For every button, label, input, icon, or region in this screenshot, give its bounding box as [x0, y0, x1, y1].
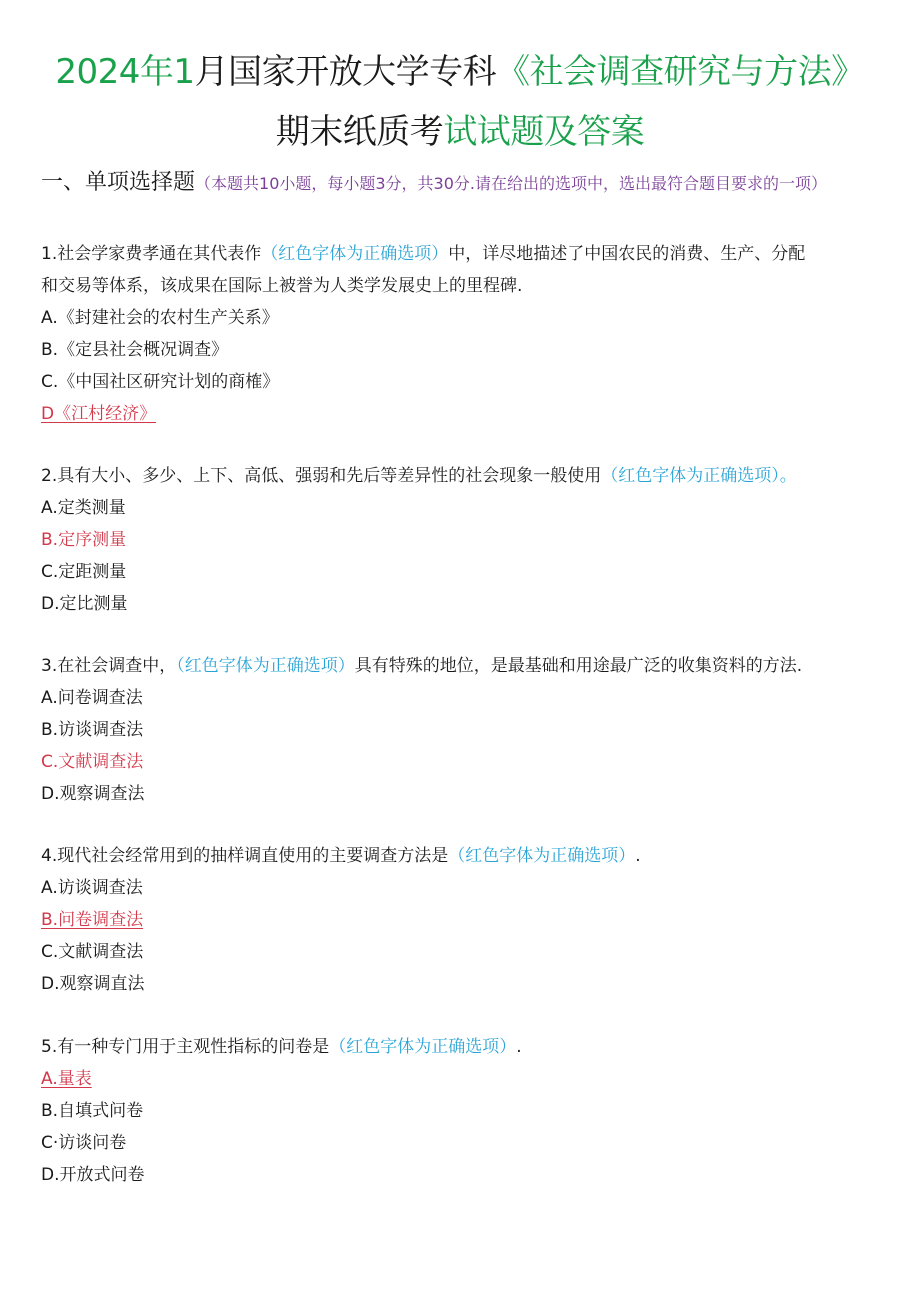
question-3 [41, 650, 891, 810]
title-exam-type: 期末纸质考 [275, 112, 444, 152]
section-heading: 一、单项选择题 [41, 170, 196, 195]
title-course-name: 《社会调查研究与方法》 [496, 52, 865, 92]
document-title-line2 [0, 110, 920, 154]
option-d: D.观察调直法 [41, 974, 145, 994]
option-a: A.问卷调查法 [41, 688, 143, 708]
question-2 [41, 460, 891, 620]
question-stem: 4.现代社会经常用到的抽样调直使用的主要调查方法是（红色字体为正确选项）. [41, 846, 641, 866]
answer-hint: （红色字体为正确选项）。 [601, 466, 797, 486]
answer-hint: （红色字体为正确选项） [261, 244, 449, 264]
option-b-correct: B.定序测量 [41, 530, 127, 550]
option-d: D.观察调查法 [41, 784, 145, 804]
option-b: B.《定县社会概况调查》 [41, 340, 229, 360]
option-c-correct: C.文献调查法 [41, 752, 144, 772]
option-a: A.访谈调查法 [41, 878, 143, 898]
option-c: C.定距测量 [41, 562, 127, 582]
option-a: A.《封建社会的农村生产关系》 [41, 308, 279, 328]
title-year: 2024年1 [55, 52, 195, 92]
question-4 [41, 840, 891, 1000]
question-stem: 2.具有大小、多少、上下、高低、强弱和先后等差异性的社会现象一般使用（红色字体为正确选项）。 [41, 466, 797, 486]
section-header [41, 166, 886, 201]
title-suffix: 试试题及答案 [443, 112, 645, 152]
question-stem: 5.有一种专门用于主观性指标的问卷是（红色字体为正确选项）. [41, 1037, 522, 1057]
option-b-correct: B.问卷调查法 [41, 910, 144, 930]
answer-hint: （红色字体为正确选项） [329, 1037, 517, 1057]
question-stem: 3.在社会调查中，（红色字体为正确选项）具有特殊的地位，是最基础和用途最广泛的收集资料的方法. [41, 656, 803, 676]
option-b: B.自填式问卷 [41, 1101, 144, 1121]
document-title-line1 [0, 50, 920, 94]
option-c: C.《中国社区研究计划的商榷》 [41, 372, 280, 392]
option-a: A.定类测量 [41, 498, 126, 518]
question-stem: 1.社会学家费孝通在其代表作（红色字体为正确选项）中，详尽地描述了中国农民的消费、生产、分配 [41, 244, 806, 264]
option-b: B.访谈调查法 [41, 720, 144, 740]
title-middle: 月国家开放大学专科 [194, 52, 497, 92]
question-stem-continued: 和交易等体系，该成果在国际上被誉为人类学发展史上的里程碑. [41, 276, 523, 296]
option-d: D.定比测量 [41, 594, 128, 614]
option-d-correct: D《江村经济》 [41, 404, 157, 424]
option-c: C·访谈问卷 [41, 1133, 127, 1153]
option-d: D.开放式问卷 [41, 1165, 145, 1185]
answer-hint: （红色字体为正确选项） [448, 846, 636, 866]
option-a-correct: A.量表 [41, 1069, 92, 1089]
section-note: （本题共10小题，每小题3分，共30分.请在给出的选项中，选出最符合题目要求的一项） [195, 174, 828, 193]
question-1 [41, 238, 891, 430]
question-5 [41, 1031, 891, 1191]
option-c: C.文献调查法 [41, 942, 144, 962]
answer-hint: （红色字体为正确选项） [176, 656, 355, 676]
